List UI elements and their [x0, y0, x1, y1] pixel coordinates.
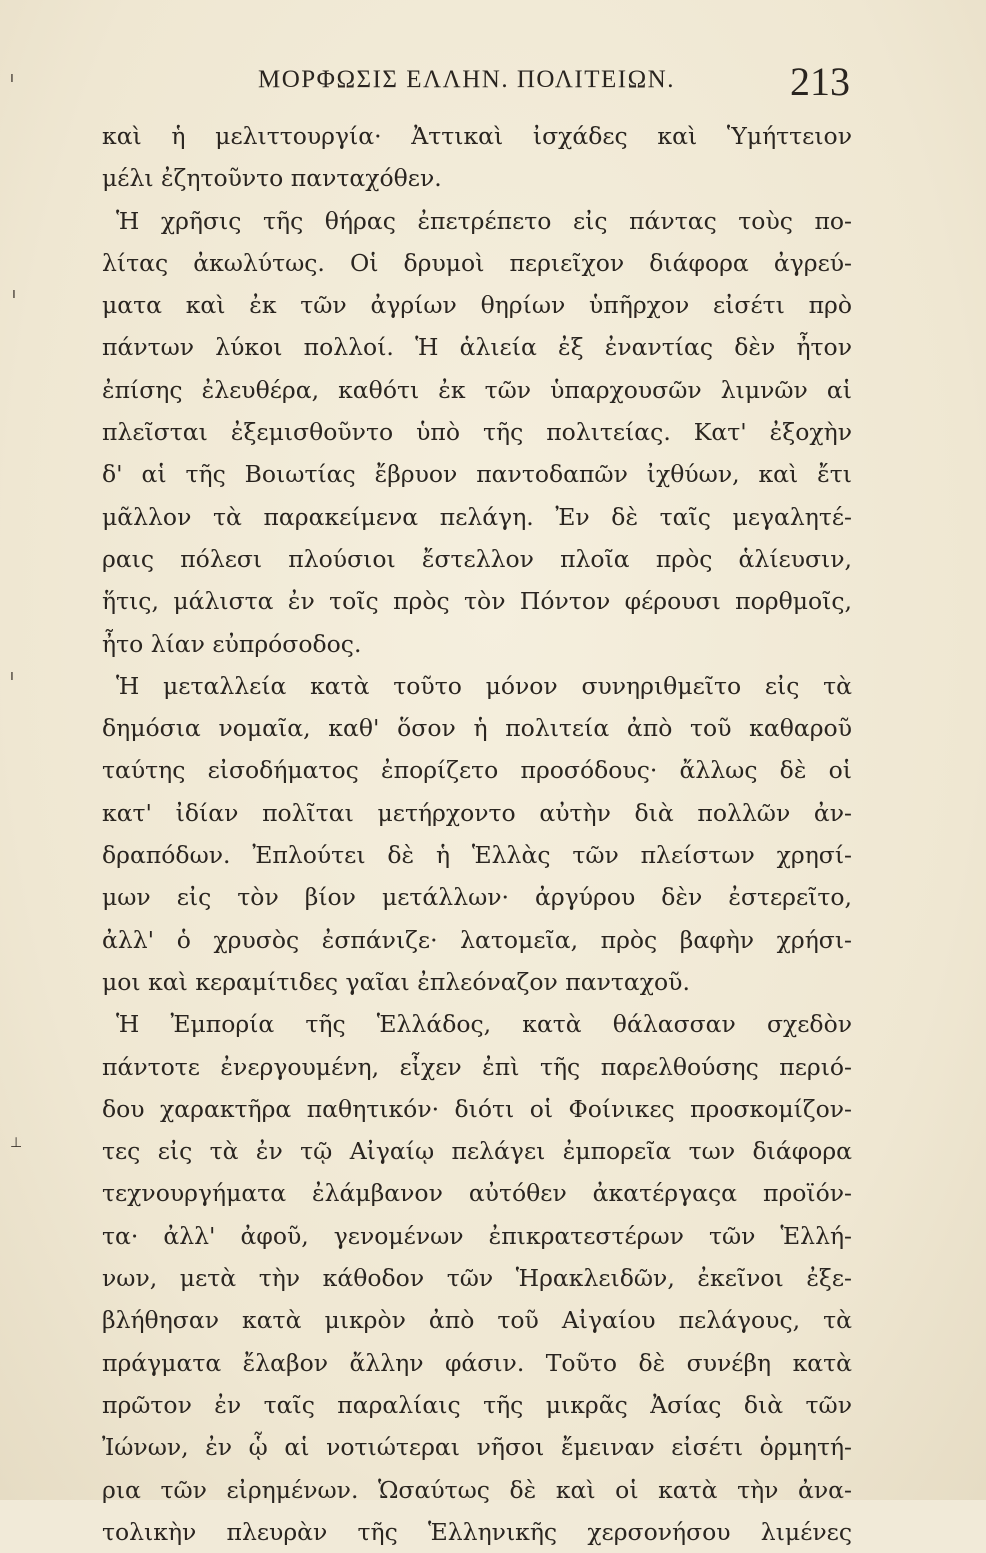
text-line: πράγματα ἔλαβον ἄλλην φάσιν. Τοῦτο δὲ συνέβη κατὰ: [102, 1348, 852, 1377]
text-line: τες εἰς τὰ ἐν τῷ Αἰγαίῳ πελάγει ἐμπορεῖα των διάφορα: [102, 1137, 852, 1166]
text-line: μᾶλλον τὰ παρακείμενα πελάγη. Ἐν δὲ ταῖς μεγαλητέ-: [102, 502, 852, 531]
text-line: πλεῖσται ἐξεμισθοῦντο ὑπὸ τῆς πολιτείας. Κατ' ἐξοχὴν: [102, 418, 852, 447]
margin-mark: ı: [10, 668, 14, 684]
text-line: νων, μετὰ τὴν κάθοδον τῶν Ἡρακλειδῶν, ἐκεῖνοι ἐξε-: [102, 1264, 852, 1293]
text-line: λίτας ἀκωλύτως. Οἱ δρυμοὶ περιεῖχον διάφορα ἀγρεύ-: [102, 248, 852, 277]
text-line: τεχνουργήματα ἐλάμβανον αὐτόθεν ἀκατέργαςα προϊόν-: [102, 1179, 852, 1208]
text-line: δραπόδων. Ἐπλούτει δὲ ἡ Ἑλλὰς τῶν πλείστων χρησί-: [102, 841, 852, 870]
text-line: ταύτης εἰσοδήματος ἐπορίζετο προσόδους· ἄλλως δὲ οἱ: [102, 756, 852, 785]
text-line: τολικὴν πλευρὰν τῆς Ἑλληνικῆς χερσονήσου λιμένες: [102, 1517, 852, 1546]
text-line: ραις πόλεσι πλούσιοι ἔστελλον πλοῖα πρὸς ἁλίευσιν,: [102, 544, 852, 573]
text-line: ἐπίσης ἐλευθέρα, καθότι ἐκ τῶν ὑπαρχουσῶν λιμνῶν αἱ: [102, 375, 852, 404]
text-line: μων εἰς τὸν βίον μετάλλων· ἀργύρου δὲν ἐστερεῖτο,: [102, 883, 852, 912]
text-line: Ἡ χρῆσις τῆς θήρας ἐπετρέπετο εἰς πάντας τοὺς πο-: [116, 206, 852, 235]
text-line: πρῶτον ἐν ταῖς παραλίαις τῆς μικρᾶς Ἀσίας διὰ τῶν: [102, 1390, 852, 1419]
text-line: βλήθησαν κατὰ μικρὸν ἀπὸ τοῦ Αἰγαίου πελάγους, τὰ: [102, 1306, 852, 1335]
text-line: δ' αἱ τῆς Βοιωτίας ἔβρυον παντοδαπῶν ἰχθύων, καὶ ἔτι: [102, 460, 852, 489]
text-line: ἥτις, μάλιστα ἐν τοῖς πρὸς τὸν Πόντον φέρουσι πορθμοῖς,: [102, 587, 852, 616]
text-line: καὶ ἡ μελιττουργία· Ἀττικαὶ ἰσχάδες καὶ Ὑμήττειον: [102, 122, 852, 150]
text-line: Ἡ μεταλλεία κατὰ τοῦτο μόνον συνηριθμεῖτο εἰς τὰ: [116, 671, 852, 700]
body-text: [102, 115, 852, 1553]
text-line: ματα καὶ ἐκ τῶν ἀγρίων θηρίων ὑπῆρχον εἰσέτι πρὸ: [102, 291, 852, 320]
text-line: δημόσια νομαῖα, καθ' ὅσον ἡ πολιτεία ἀπὸ τοῦ καθαροῦ: [102, 714, 852, 743]
text-line: ἦτο λίαν εὐπρόσοδος.: [102, 629, 362, 658]
text-line: κατ' ἰδίαν πολῖται μετήρχοντο αὐτὴν διὰ πολλῶν ἀν-: [102, 798, 852, 827]
text-line: μέλι ἐζητοῦντο πανταχόθεν.: [102, 164, 442, 193]
text-line: ἀλλ' ὁ χρυσὸς ἐσπάνιζε· λατομεῖα, πρὸς βαφὴν χρήσι-: [102, 925, 852, 954]
running-title: ΜΟΡΦΩΣΙΣ ΕΛΛΗΝ. ΠΟΛΙΤΕΙΩΝ.: [258, 66, 675, 93]
text-line: πάντων λύκοι πολλοί. Ἡ ἁλιεία ἐξ ἐναντίας δὲν ἦτον: [102, 333, 852, 362]
running-head: [110, 60, 850, 110]
page-number: 213: [790, 59, 850, 104]
text-line: Ἰώνων, ἐν ᾧ αἱ νοτιώτεραι νῆσοι ἔμειναν εἰσέτι ὁρμητή-: [102, 1433, 852, 1462]
text-line: δου χαρακτῆρα παθητικόν· διότι οἱ Φοίνικες προσκομίζον-: [102, 1094, 852, 1123]
text-line: Ἡ Ἐμπορία τῆς Ἑλλάδος, κατὰ θάλασσαν σχεδὸν: [116, 1010, 852, 1039]
margin-mark: ı: [10, 70, 14, 86]
margin-mark: ⊥: [10, 1135, 23, 1151]
margin-mark: ı: [12, 286, 16, 302]
text-line: μοι καὶ κεραμίτιδες γαῖαι ἐπλεόναζον πανταχοῦ.: [102, 967, 690, 996]
text-line: τα· ἀλλ' ἀφοῦ, γενομένων ἐπικρατεστέρων τῶν Ἑλλή-: [102, 1221, 852, 1250]
text-line: πάντοτε ἐνεργουμένη, εἶχεν ἐπὶ τῆς παρελθούσης περιό-: [102, 1052, 852, 1081]
text-line: ρια τῶν εἰρημένων. Ὡσαύτως δὲ καὶ οἱ κατὰ τὴν ἀνα-: [102, 1475, 852, 1504]
